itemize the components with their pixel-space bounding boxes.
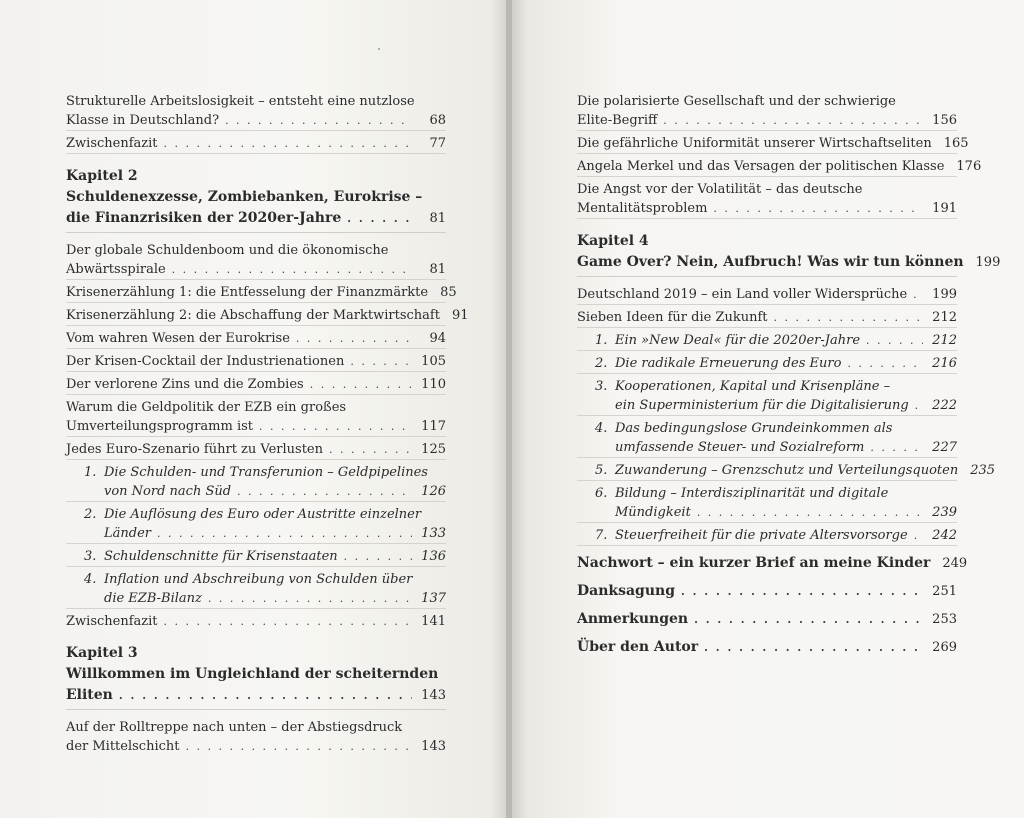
toc-entry-title: Zwischenfazit (66, 614, 158, 629)
dot-leader (866, 331, 923, 350)
toc-entry-title: Deutschland 2019 – ein Land voller Widersprüche (577, 287, 908, 302)
toc-entry (66, 398, 446, 437)
toc-entry-line (577, 180, 957, 199)
toc-entry-line (615, 438, 957, 457)
toc-page-number: 227 (932, 440, 957, 455)
toc-page-number: 191 (932, 201, 957, 216)
chapter-label: Kapitel 3 (66, 645, 138, 661)
toc-page-number: 85 (440, 285, 457, 300)
toc-entry-line (577, 92, 957, 111)
toc-entry-line (66, 134, 446, 153)
toc-entry-line (66, 260, 446, 279)
toc-entry-line (577, 134, 969, 153)
toc-entry-line (66, 208, 446, 229)
toc-entry-line (84, 570, 446, 589)
toc-section (66, 241, 469, 460)
toc-entry-title: Länder (104, 526, 151, 541)
dot-leader (225, 111, 412, 130)
toc-entry-title: Der Krisen-Cocktail der Industrienationen (66, 354, 345, 369)
toc-entry-title: Nachwort – ein kurzer Brief an meine Kinder (577, 555, 931, 571)
toc-page-number: 199 (975, 255, 1001, 270)
toc-page-number: 136 (421, 549, 446, 564)
toc-page-number: 117 (421, 419, 446, 434)
chapter-4-heading (577, 231, 1001, 277)
toc-entry-title: Game Over? Nein, Aufbruch! Was wir tun können (577, 254, 964, 270)
toc-entry-line (66, 111, 446, 130)
dot-leader (329, 440, 412, 459)
toc-page-number: 91 (451, 308, 469, 323)
toc-subentry-number: 2. (84, 507, 97, 522)
toc-entry-title: Der verlorene Zins und die Zombies (66, 377, 304, 392)
toc-subentry (577, 419, 957, 458)
toc-entry-line (66, 737, 446, 756)
toc-entry-line (595, 331, 957, 350)
dot-leader (186, 737, 413, 756)
toc-entry-line (577, 157, 982, 176)
toc-entry-line (615, 396, 957, 415)
toc-entry-title: Mündigkeit (615, 505, 691, 520)
toc-subentry (577, 331, 957, 351)
toc-entry-title: Mentalitätsproblem (577, 201, 708, 216)
toc-section (577, 553, 968, 658)
dot-leader (208, 589, 412, 608)
toc-entry (66, 92, 446, 131)
toc-entry-title: Zwischenfazit (66, 136, 158, 151)
dot-leader (697, 503, 923, 522)
toc-entry-line (66, 375, 446, 394)
dot-leader (347, 208, 412, 229)
toc-entry-title: Abwärtsspirale (66, 262, 166, 277)
dot-leader (913, 285, 923, 304)
dot-leader (310, 375, 412, 394)
toc-page-number: 68 (429, 113, 446, 128)
dot-leader (870, 438, 923, 457)
toc-entry-title: Schuldenschnitte für Krisenstaaten (104, 549, 338, 564)
toc-page-number: 253 (932, 612, 957, 627)
toc-entry-line (595, 526, 957, 545)
dot-leader (296, 329, 412, 348)
toc-subentry-number: 5. (595, 463, 608, 478)
toc-subentry (577, 461, 996, 481)
chapter-label: Kapitel 4 (577, 233, 649, 249)
toc-entry-line (577, 252, 1001, 273)
toc-subentry-number: 3. (84, 549, 97, 564)
toc-entry (577, 134, 969, 154)
chapter-2-heading (66, 166, 446, 233)
toc-entry (66, 440, 446, 460)
toc-entry-title: Eliten (66, 687, 113, 703)
dot-leader (914, 526, 923, 545)
toc-page-number: 212 (932, 333, 957, 348)
toc-page-number: 143 (421, 688, 446, 703)
chapter-3-heading (66, 643, 446, 710)
toc-entry-title: Die gefährliche Uniformität unserer Wirtschaftseliten (577, 136, 932, 151)
toc-entry-title: Die radikale Erneuerung des Euro (615, 356, 842, 371)
toc-entry-line (577, 609, 957, 630)
toc-entry-line (66, 612, 446, 631)
toc-page-number: 141 (421, 614, 446, 629)
dot-leader (774, 308, 923, 327)
toc-subentry (66, 547, 446, 567)
toc-entry-title: Steuerfreiheit für die private Altersvorsorge (615, 528, 908, 543)
toc-entry-title: Kooperationen, Kapital und Krisenpläne – (615, 379, 891, 394)
toc-entry-line (577, 581, 957, 602)
toc-entry-title: Über den Autor (577, 639, 699, 655)
toc-section (66, 92, 446, 154)
toc-entry-title: Vom wahren Wesen der Eurokrise (66, 331, 290, 346)
dot-leader (259, 417, 412, 436)
toc-entry-title: Die polarisierte Gesellschaft und der schwierige (577, 94, 896, 109)
toc-subentry (577, 526, 957, 546)
toc-page-number: 199 (932, 287, 957, 302)
toc-entry-title: Anmerkungen (577, 611, 689, 627)
toc-page-number: 77 (429, 136, 446, 151)
toc-entry-title: Elite-Begriff (577, 113, 658, 128)
right-toc (577, 92, 1001, 664)
toc-entry-title: Angela Merkel und das Versagen der politischen Klasse (577, 159, 945, 174)
toc-entry (577, 157, 982, 177)
page-speck (378, 48, 380, 50)
toc-page-number: 137 (421, 591, 446, 606)
dot-leader (164, 134, 412, 153)
toc-entry-title: ein Superministerium für die Digitalisierung (615, 398, 909, 413)
toc-entry-title: Jedes Euro-Szenario führt zu Verlusten (66, 442, 323, 457)
toc-entry-line (66, 664, 446, 685)
toc-subentry (577, 484, 957, 523)
toc-page-number: 235 (970, 463, 996, 478)
toc-page-number: 269 (932, 640, 957, 655)
toc-page-number: 81 (429, 262, 446, 277)
toc-page-number: 133 (421, 526, 446, 541)
toc-entry-line (595, 419, 957, 438)
toc-entry-line (595, 484, 957, 503)
toc-entry (66, 612, 446, 631)
toc-entry-title: Danksagung (577, 583, 675, 599)
toc-entry (577, 285, 957, 305)
toc-entry-line (66, 398, 446, 417)
toc-entry-title: Krisenerzählung 2: die Abschaffung der Marktwirtschaft (66, 308, 440, 323)
toc-subentry-number: 1. (84, 465, 97, 480)
toc-entry-line (66, 187, 446, 208)
toc-entry-title: Sieben Ideen für die Zukunft (577, 310, 768, 325)
toc-entry-line (66, 440, 446, 459)
toc-entry (66, 329, 446, 349)
toc-entry (577, 581, 957, 602)
toc-subentry-number: 7. (595, 528, 608, 543)
toc-entry-line (66, 306, 469, 325)
dot-leader (350, 352, 412, 371)
dot-leader (237, 482, 412, 501)
toc-entry-title: Ein »New Deal« für die 2020er-Jahre (615, 333, 861, 348)
toc-page-number: 242 (932, 528, 957, 543)
toc-page-number: 143 (421, 739, 446, 754)
toc-entry (577, 308, 957, 328)
toc-entry-line (66, 417, 446, 436)
toc-entry (66, 306, 469, 326)
toc-subentry (66, 463, 446, 502)
dot-leader (344, 547, 412, 566)
toc-entry-line (577, 199, 957, 218)
toc-entry-title: Inflation und Abschreibung von Schulden über (104, 572, 413, 587)
toc-entry-title: umfassende Steuer- und Sozialreform (615, 440, 865, 455)
toc-entry-title: Strukturelle Arbeitslosigkeit – entsteht eine nutzlose (66, 94, 415, 109)
toc-page-number: 94 (429, 331, 446, 346)
toc-page-number: 105 (421, 354, 446, 369)
dot-leader (704, 637, 923, 658)
toc-subentry (66, 505, 446, 544)
dot-leader (681, 581, 923, 602)
toc-entry-line (577, 553, 968, 574)
toc-page-number: 212 (932, 310, 957, 325)
toc-entry (577, 252, 1001, 273)
toc-subentry (66, 570, 446, 609)
toc-entry-title: Die Angst vor der Volatilität – das deutsche (577, 182, 863, 197)
toc-entry (66, 718, 446, 756)
toc-subentry-number: 4. (84, 572, 97, 587)
toc-entry-line (615, 503, 957, 522)
toc-entry-title: Krisenerzählung 1: die Entfesselung der Finanzmärkte (66, 285, 429, 300)
toc-entry-title: die Finanzrisiken der 2020er-Jahre (66, 210, 342, 226)
toc-page-number: 81 (429, 211, 446, 226)
toc-page-number: 222 (932, 398, 957, 413)
toc-entry-line (104, 589, 446, 608)
toc-subentry-number: 4. (595, 421, 608, 436)
toc-entry (66, 375, 446, 395)
toc-section (66, 718, 446, 756)
toc-subentry-number: 2. (595, 356, 608, 371)
toc-entry (577, 92, 957, 131)
toc-entry-line (595, 461, 996, 480)
toc-entry-title: Der globale Schuldenboom und die ökonomische (66, 243, 389, 258)
toc-entry (577, 637, 957, 658)
left-toc (66, 92, 469, 759)
toc-section (66, 612, 446, 631)
toc-page-number: 251 (932, 584, 957, 599)
toc-entry-title: die EZB-Bilanz (104, 591, 202, 606)
toc-page-number: 216 (932, 356, 957, 371)
toc-page-number: 126 (421, 484, 446, 499)
toc-entry (577, 609, 957, 630)
toc-entry-line (66, 352, 446, 371)
dot-leader (915, 396, 923, 415)
dot-leader (119, 685, 412, 706)
toc-entry (66, 241, 446, 280)
toc-page-number: 176 (956, 159, 982, 174)
toc-page-number: 125 (421, 442, 446, 457)
toc-entry-line (577, 637, 957, 658)
toc-subentry-number: 6. (595, 486, 608, 501)
toc-entry-title: Klasse in Deutschland? (66, 113, 220, 128)
dot-leader (694, 609, 923, 630)
toc-page-number: 156 (932, 113, 957, 128)
toc-entry-line (66, 685, 446, 706)
dot-leader (164, 612, 412, 631)
toc-page-number: 239 (932, 505, 957, 520)
toc-section (577, 285, 957, 328)
toc-entry-title: Auf der Rolltreppe nach unten – der Abstiegsdruck (66, 720, 403, 735)
toc-entry-line (66, 283, 457, 302)
toc-entry-title: Bildung – Interdisziplinarität und digitale (615, 486, 889, 501)
toc-entry-title: von Nord nach Süd (104, 484, 232, 499)
toc-entry (66, 134, 446, 154)
dot-leader (713, 199, 923, 218)
toc-entry (66, 283, 457, 303)
toc-subentry (577, 377, 957, 416)
toc-entry (577, 553, 968, 574)
toc-entry-line (66, 718, 446, 737)
toc-entry-title: Das bedingungslose Grundeinkommen als (615, 421, 893, 436)
toc-page-number: 165 (943, 136, 969, 151)
toc-entry-line (84, 547, 446, 566)
toc-entry-line (595, 377, 957, 396)
toc-section (66, 463, 446, 609)
toc-page-number: 110 (421, 377, 446, 392)
toc-entry-line (84, 505, 446, 524)
toc-section (577, 92, 982, 219)
toc-entry-line (66, 329, 446, 348)
chapter-label: Kapitel 2 (66, 168, 138, 184)
toc-entry-title: Schuldenexzesse, Zombiebanken, Eurokrise – (66, 189, 423, 205)
toc-entry-title: Zuwanderung – Grenzschutz und Verteilungsquoten (615, 463, 959, 478)
toc-section (577, 331, 996, 546)
dot-leader (172, 260, 412, 279)
toc-subentry (577, 354, 957, 374)
toc-entry-title: Umverteilungsprogramm ist (66, 419, 253, 434)
toc-entry-title: Warum die Geldpolitik der EZB ein großes (66, 400, 347, 415)
toc-entry-line (66, 241, 446, 260)
toc-subentry-number: 3. (595, 379, 608, 394)
toc-entry-line (577, 111, 957, 130)
dot-leader (847, 354, 923, 373)
toc-entry (66, 187, 446, 229)
toc-entry-line (104, 524, 446, 543)
dot-leader (663, 111, 923, 130)
toc-entry-title: der Mittelschicht (66, 739, 180, 754)
toc-entry-line (84, 463, 446, 482)
toc-subentry-number: 1. (595, 333, 608, 348)
toc-entry-line (577, 285, 957, 304)
toc-entry-line (595, 354, 957, 373)
toc-entry-title: Willkommen im Ungleichland der scheiternden (66, 666, 439, 682)
toc-entry (577, 180, 957, 219)
toc-entry (66, 352, 446, 372)
toc-entry (66, 664, 446, 706)
toc-entry-title: Die Schulden- und Transferunion – Geldpipelines (104, 465, 428, 480)
toc-entry-line (66, 92, 446, 111)
toc-entry-title: Die Auflösung des Euro oder Austritte einzelner (104, 507, 422, 522)
toc-entry-line (577, 308, 957, 327)
dot-leader (157, 524, 412, 543)
toc-entry-line (104, 482, 446, 501)
toc-page-number: 249 (942, 556, 968, 571)
